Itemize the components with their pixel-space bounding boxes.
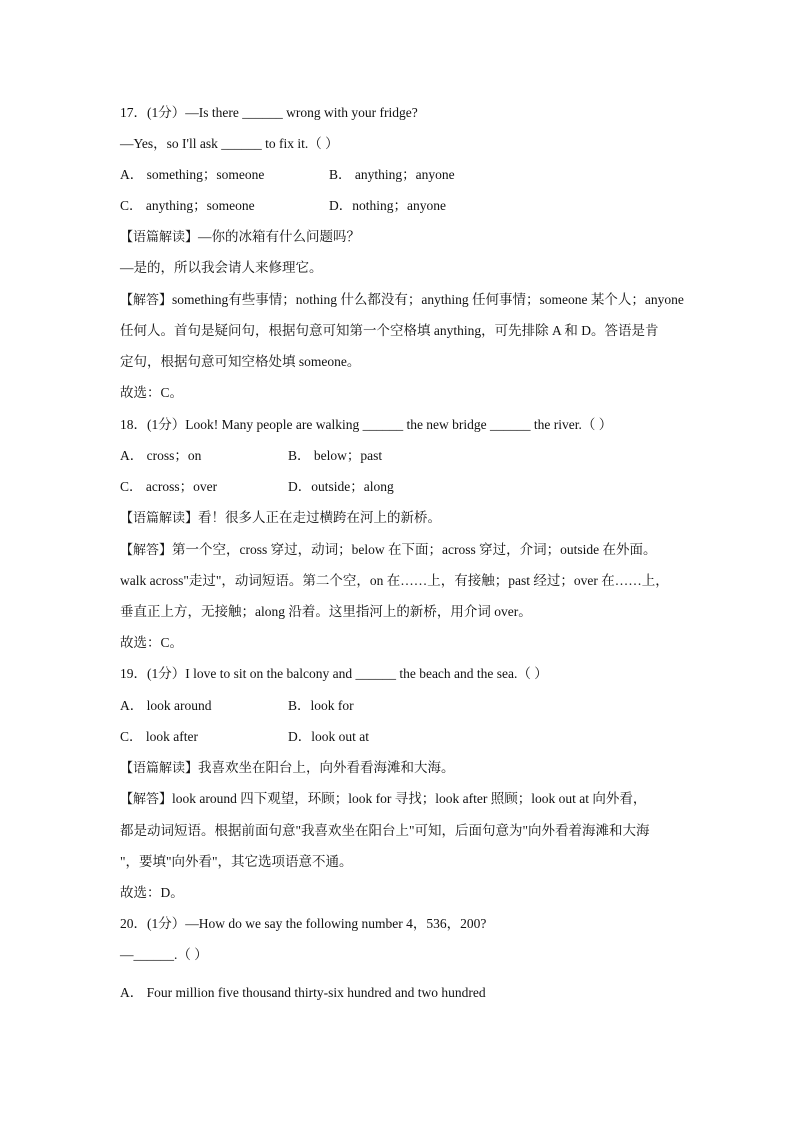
q20-option-a: A． Four million five thousand thirty-six hundred and two hundred <box>120 985 486 1000</box>
q17-interpretation-2: —是的，所以我会请人来修理它。 <box>120 260 323 275</box>
answer-text: something有些事情；nothing 什么都没有；anything 任何事情；someone 某个人；anyone <box>172 292 684 307</box>
q17-option-a: A． something；someone <box>120 167 265 182</box>
q17-answer-2: 任何人。首句是疑问句，根据句意可知第一个空格填 anything，可先排除 A 和 D。答语是肯 <box>120 323 659 338</box>
q18-choice: 故选：C。 <box>120 635 184 650</box>
answer-tag: 【解答】 <box>120 293 173 308</box>
q19-stem: 19．(1分）I love to sit on the balcony and ______ the beach and the sea.（ ） <box>120 666 548 681</box>
interpretation-text: 我喜欢坐在阳台上，向外看看海滩和大海。 <box>198 760 455 775</box>
q17-option-c: C． anything；someone <box>120 198 255 213</box>
answer-text: 第一个空，cross 穿过，动词；below 在下面；across 穿过，介词；outside 在外面。 <box>172 542 657 557</box>
q19-option-b: B．look for <box>288 698 354 713</box>
q18-option-c: C． across；over <box>120 479 218 494</box>
q20-stem-2: —______.（ ） <box>120 947 208 962</box>
q19-option-d: D．look out at <box>288 729 369 744</box>
q18-answer-2: walk across"走过"，动词短语。第二个空，on 在……上，有接触；past 经过；over 在……上， <box>120 573 669 588</box>
interpretation-tag: 【语篇解读】 <box>120 230 199 245</box>
answer-tag: 【解答】 <box>120 792 173 807</box>
q19-answer-2: 都是动词短语。根据前面句意"我喜欢坐在阳台上"可知，后面句意为"向外看着海滩和大海 <box>120 823 650 838</box>
q17-option-b: B． anything；anyone <box>329 167 455 182</box>
q19-option-c: C． look after <box>120 729 198 744</box>
q17-option-d: D．nothing；anyone <box>329 198 446 213</box>
q17-interpretation <box>120 228 360 247</box>
q18-stem: 18．(1分）Look! Many people are walking ______ the new bridge ______ the river.（ ） <box>120 417 613 432</box>
q17-stem-2: —Yes，so I'll ask ______ to fix it.（ ） <box>120 136 339 151</box>
q17-answer <box>120 291 684 310</box>
interpretation-tag: 【语篇解读】 <box>120 761 199 776</box>
interpretation-text: —你的冰箱有什么问题吗？ <box>198 229 361 244</box>
q18-answer-3: 垂直正上方，无接触；along 沿着。这里指河上的新桥，用介词 over。 <box>120 604 532 619</box>
q19-answer-3: "，要填"向外看"，其它选项语意不通。 <box>120 854 353 869</box>
q19-answer <box>120 790 646 809</box>
q17-choice: 故选：C。 <box>120 385 184 400</box>
answer-tag: 【解答】 <box>120 543 173 558</box>
q19-option-a: A． look around <box>120 698 212 713</box>
interpretation-tag: 【语篇解读】 <box>120 511 199 526</box>
q17-answer-3: 定句，根据句意可知空格处填 someone。 <box>120 354 361 369</box>
q17-stem: 17．(1分）—Is there ______ wrong with your fridge? <box>120 105 418 120</box>
answer-text: look around 四下观望，环顾；look for 寻找；look after 照顾；look out at 向外看， <box>172 791 647 806</box>
q19-interpretation <box>120 759 455 778</box>
q18-answer <box>120 541 657 560</box>
q20-stem: 20．(1分）—How do we say the following number 4，536，200? <box>120 916 487 931</box>
interpretation-text: 看！很多人正在走过横跨在河上的新桥。 <box>198 510 442 525</box>
q18-interpretation <box>120 509 441 528</box>
q18-option-d: D．outside；along <box>288 479 394 494</box>
q18-option-b: B． below；past <box>288 448 383 463</box>
q18-option-a: A． cross；on <box>120 448 202 463</box>
q19-choice: 故选：D。 <box>120 885 184 900</box>
